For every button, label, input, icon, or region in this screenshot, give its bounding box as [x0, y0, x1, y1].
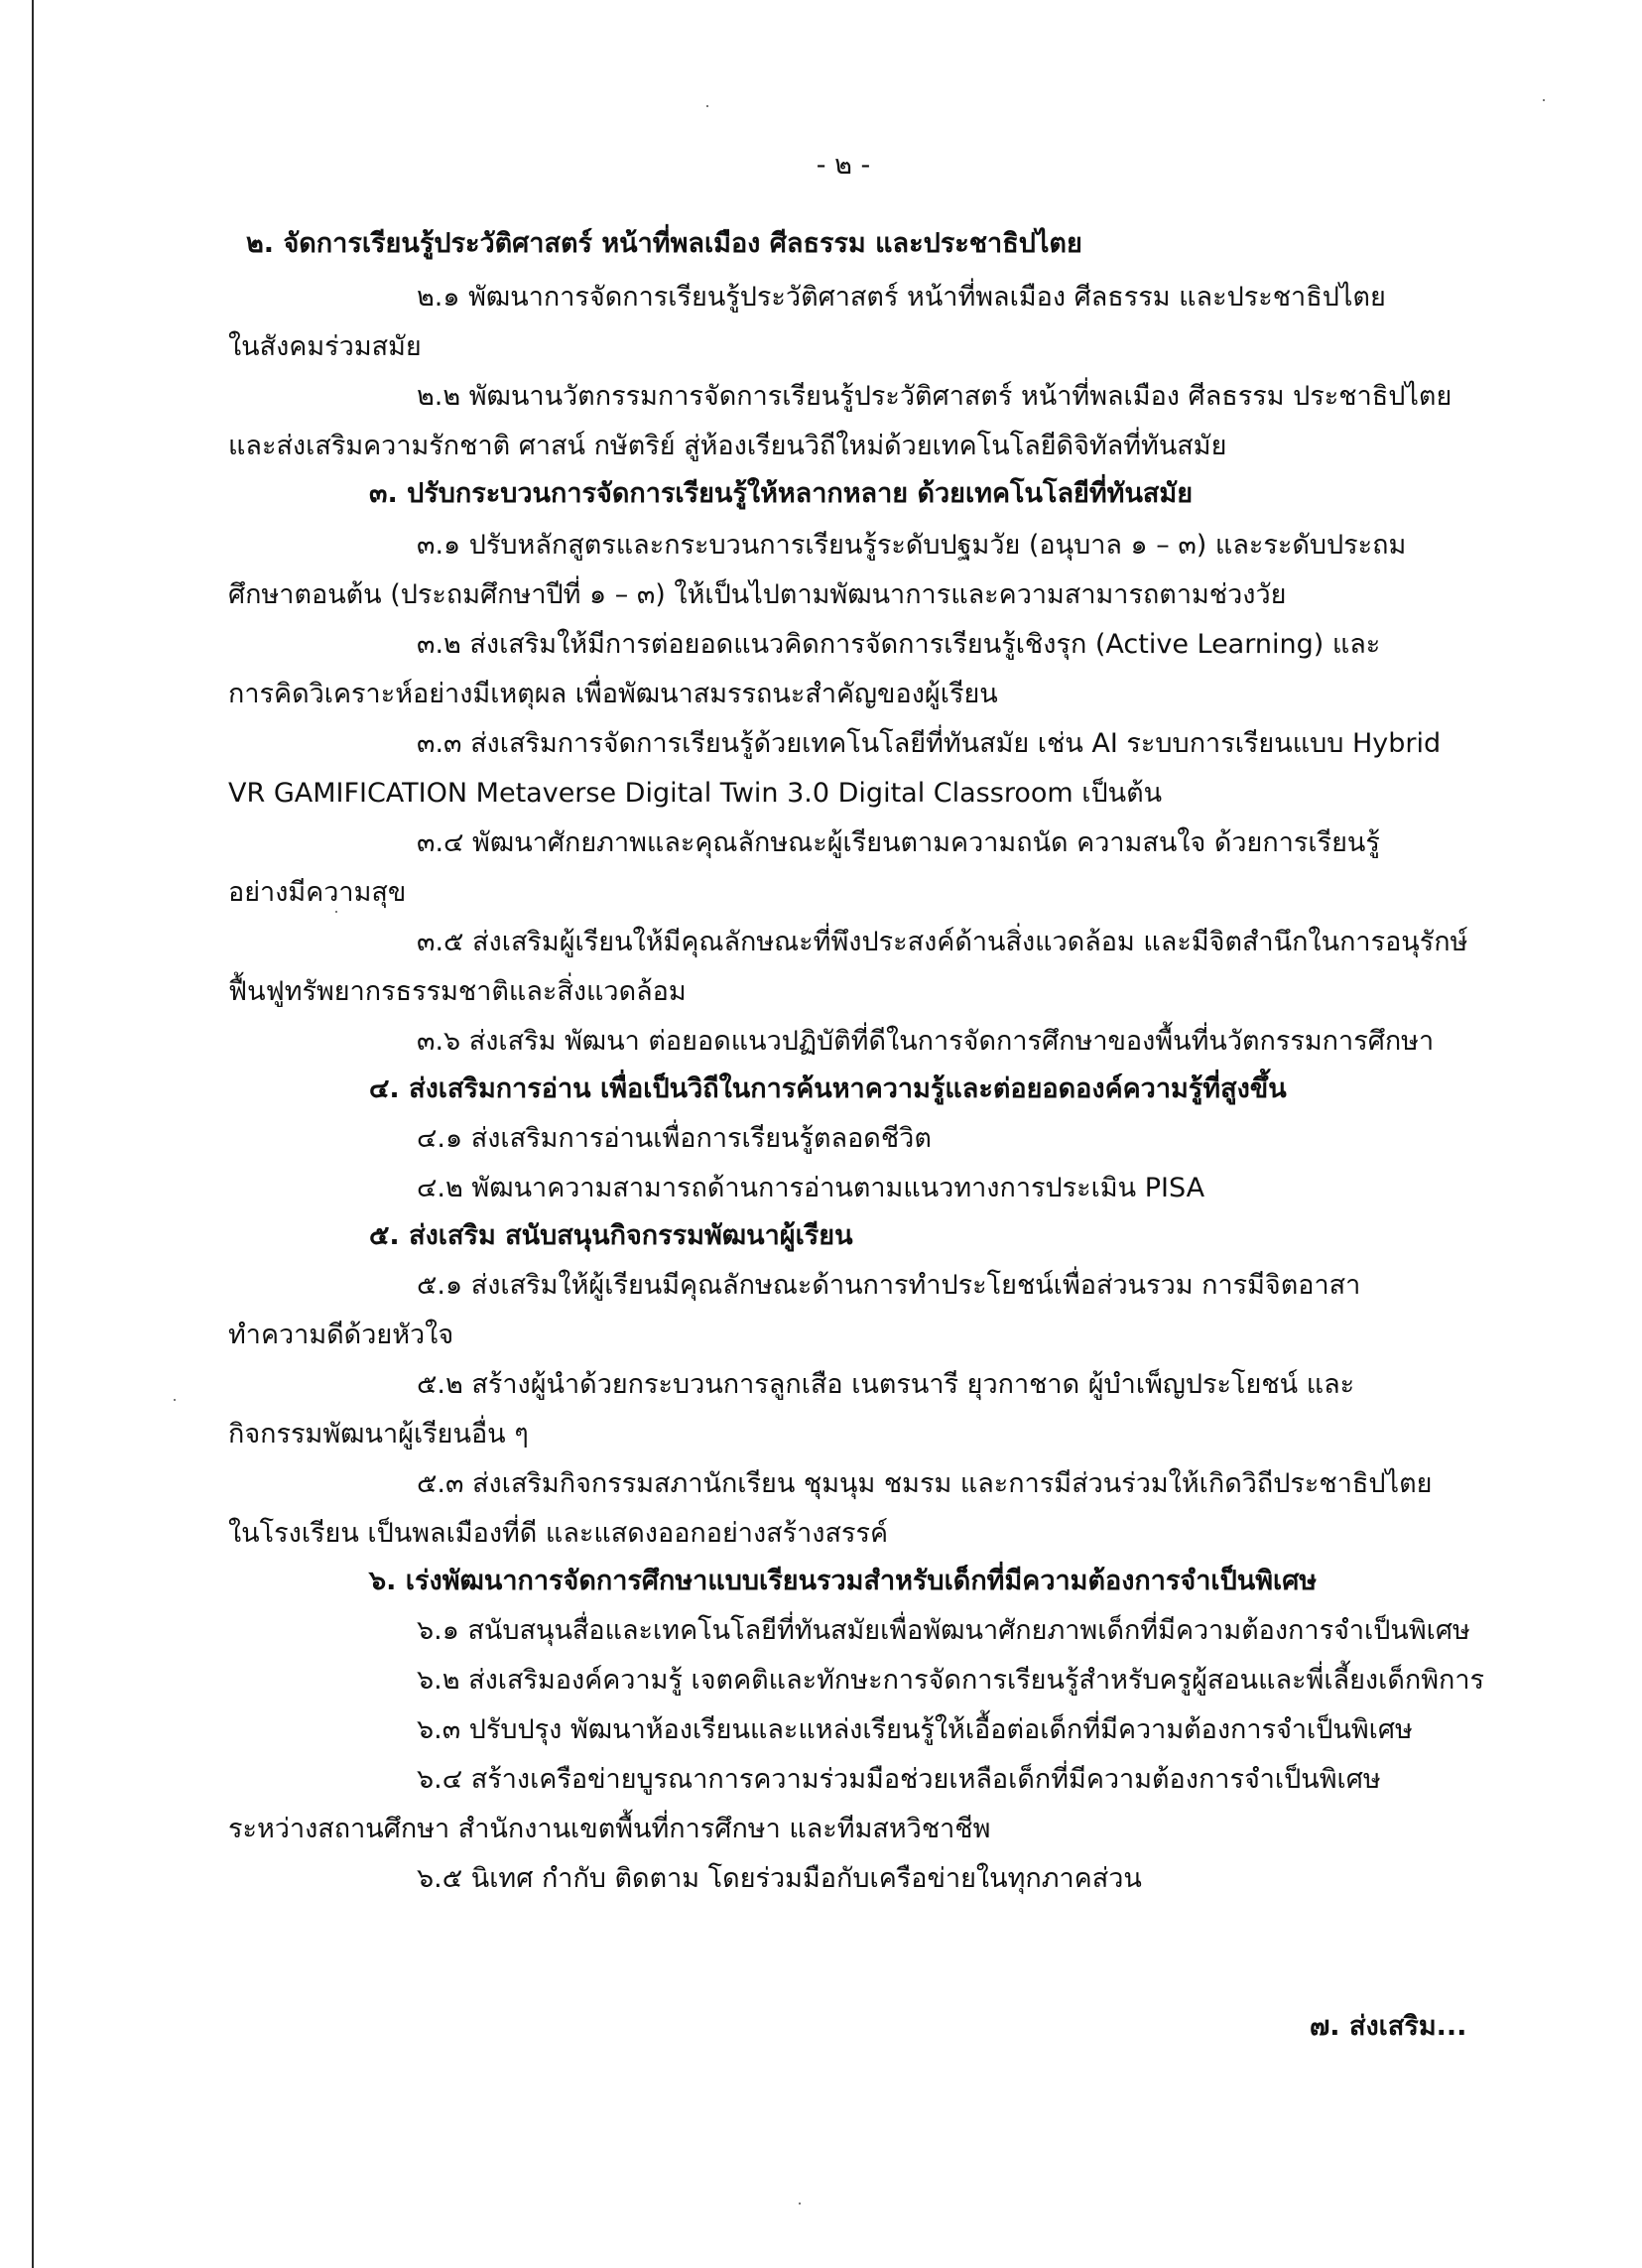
- paragraph-line: อย่างมีความสุข: [228, 877, 407, 908]
- section-heading-4: ๔. ส่งเสริมการอ่าน เพื่อเป็นวิถีในการค้นหาความรู้และต่อยอดองค์ความรู้ที่สูงขึ้น: [369, 1073, 1287, 1104]
- page-number: - ๒ -: [816, 150, 871, 181]
- paragraph-line: ๓.๒ ส่งเสริมให้มีการต่อยอดแนวคิดการจัดการเรียนรู้เชิงรุก (Active Learning) และ: [417, 629, 1381, 660]
- paragraph-line: ๖.๓ ปรับปรุง พัฒนาห้องเรียนและแหล่งเรียนรู้ให้เอื้อต่อเด็กที่มีความต้องการจำเป็นพิเศษ: [417, 1714, 1413, 1745]
- paragraph-line: ศึกษาตอนต้น (ประถมศึกษาปีที่ ๑ – ๓) ให้เป็นไปตามพัฒนาการและความสามารถตามช่วงวัย: [228, 579, 1287, 610]
- paragraph-line: ๒.๒ พัฒนานวัตกรรมการจัดการเรียนรู้ประวัติศาสตร์ หน้าที่พลเมือง ศีลธรรม ประชาธิปไตย: [417, 381, 1453, 412]
- scan-speck: [706, 105, 708, 107]
- paragraph-line: ๖.๔ สร้างเครือข่ายบูรณาการความร่วมมือช่วยเหลือเด็กที่มีความต้องการจำเป็นพิเศษ: [417, 1764, 1381, 1795]
- paragraph-line: ทำความดีด้วยหัวใจ: [228, 1320, 454, 1350]
- paragraph-line: การคิดวิเคราะห์อย่างมีเหตุผล เพื่อพัฒนาสมรรถนะสำคัญของผู้เรียน: [228, 679, 998, 709]
- paragraph-line: ๓.๕ ส่งเสริมผู้เรียนให้มีคุณลักษณะที่พึงประสงค์ด้านสิ่งแวดล้อม และมีจิตสำนึกในการอนุรักษ์: [417, 927, 1468, 957]
- paragraph-line: ฟื้นฟูทรัพยากรธรรมชาติและสิ่งแวดล้อม: [228, 976, 687, 1007]
- paragraph-line: VR GAMIFICATION Metaverse Digital Twin 3.0 Digital Classroom เป็นต้น: [228, 778, 1163, 809]
- section-heading-2: ๒. จัดการเรียนรู้ประวัติศาสตร์ หน้าที่พลเมือง ศีลธรรม และประชาธิปไตย: [246, 228, 1082, 259]
- paragraph-line: ๖.๑ สนับสนุนสื่อและเทคโนโลยีที่ทันสมัยเพื่อพัฒนาศักยภาพเด็กที่มีความต้องการจำเป็นพิเศษ: [417, 1615, 1470, 1646]
- paragraph-line: ในโรงเรียน เป็นพลเมืองที่ดี และแสดงออกอย่างสร้างสรรค์: [228, 1518, 889, 1549]
- paragraph-line: ๔.๒ พัฒนาความสามารถด้านการอ่านตามแนวทางการประเมิน PISA: [417, 1173, 1205, 1203]
- paragraph-line: ๒.๑ พัฒนาการจัดการเรียนรู้ประวัติศาสตร์ หน้าที่พลเมือง ศีลธรรม และประชาธิปไตย: [417, 282, 1386, 313]
- section-heading-3: ๓. ปรับกระบวนการจัดการเรียนรู้ให้หลากหลาย ด้วยเทคโนโลยีที่ทันสมัย: [369, 478, 1194, 509]
- paragraph-line: ระหว่างสถานศึกษา สำนักงานเขตพื้นที่การศึกษา และทีมสหวิชาชีพ: [228, 1814, 991, 1844]
- paragraph-line: ๓.๔ พัฒนาศักยภาพและคุณลักษณะผู้เรียนตามความถนัด ความสนใจ ด้วยการเรียนรู้: [417, 827, 1380, 858]
- left-border-line: [32, 0, 34, 2268]
- continued-next-page: ๗. ส่งเสริม...: [1310, 2011, 1467, 2042]
- scan-speck: [1543, 99, 1545, 101]
- paragraph-line: ๓.๑ ปรับหลักสูตรและกระบวนการเรียนรู้ระดับปฐมวัย (อนุบาล ๑ – ๓) และระดับประถม: [417, 530, 1407, 561]
- scan-speck: [174, 1399, 176, 1401]
- section-heading-6: ๖. เร่งพัฒนาการจัดการศึกษาแบบเรียนรวมสำหรับเด็กที่มีความต้องการจำเป็นพิเศษ: [369, 1566, 1318, 1596]
- paragraph-line: ๓.๓ ส่งเสริมการจัดการเรียนรู้ด้วยเทคโนโลยีที่ทันสมัย เช่น AI ระบบการเรียนแบบ Hybrid: [417, 728, 1442, 759]
- paragraph-line: ๔.๑ ส่งเสริมการอ่านเพื่อการเรียนรู้ตลอดชีวิต: [417, 1123, 932, 1154]
- section-heading-5: ๕. ส่งเสริม สนับสนุนกิจกรรมพัฒนาผู้เรียน: [369, 1220, 853, 1251]
- paragraph-line: ๖.๕ นิเทศ กำกับ ติดตาม โดยร่วมมือกับเครือข่ายในทุกภาคส่วน: [417, 1863, 1142, 1894]
- paragraph-line: ๕.๑ ส่งเสริมให้ผู้เรียนมีคุณลักษณะด้านการทำประโยชน์เพื่อส่วนรวม การมีจิตอาสา: [417, 1270, 1361, 1301]
- scan-speck: [799, 2203, 801, 2205]
- scan-speck: [335, 911, 337, 913]
- paragraph-line: ในสังคมร่วมสมัย: [228, 331, 422, 362]
- paragraph-line: กิจกรรมพัฒนาผู้เรียนอื่น ๆ: [228, 1419, 529, 1449]
- paragraph-line: ๕.๒ สร้างผู้นำด้วยกระบวนการลูกเสือ เนตรนารี ยุวกาชาด ผู้บำเพ็ญประโยชน์ และ: [417, 1369, 1355, 1400]
- paragraph-line: ๓.๖ ส่งเสริม พัฒนา ต่อยอดแนวปฏิบัติที่ดีในการจัดการศึกษาของพื้นที่นวัตกรรมการศึกษา: [417, 1026, 1435, 1057]
- paragraph-line: และส่งเสริมความรักชาติ ศาสน์ กษัตริย์ สู่ห้องเรียนวิถีใหม่ด้วยเทคโนโลยีดิจิทัลที่ทันสมัย: [228, 431, 1227, 461]
- paragraph-line: ๖.๒ ส่งเสริมองค์ความรู้ เจตคติและทักษะการจัดการเรียนรู้สำหรับครูผู้สอนและพี่เลี้ยงเด็กพิการ: [417, 1665, 1485, 1696]
- paragraph-line: ๕.๓ ส่งเสริมกิจกรรมสภานักเรียน ชุมนุม ชมรม และการมีส่วนร่วมให้เกิดวิถีประชาธิปไตย: [417, 1468, 1433, 1499]
